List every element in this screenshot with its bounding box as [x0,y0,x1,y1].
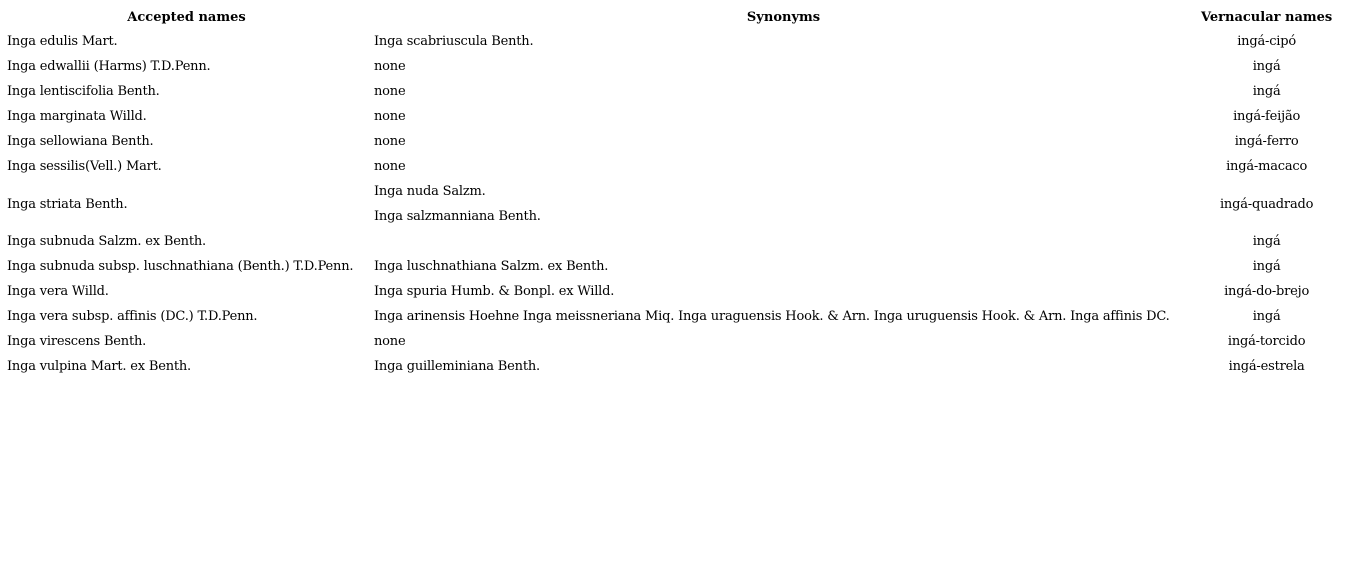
synonym: none [374,159,406,174]
synonyms-cell [370,329,1197,354]
synonym: Inga nuda Salzm. [374,184,486,199]
table-row [3,129,1336,154]
synonyms-cell [370,54,1197,79]
synonyms-cell [370,154,1197,179]
synonyms-cell [370,354,1197,379]
vernacular-name-cell: ingá [1252,234,1281,249]
synonyms-cell [370,29,1197,54]
header-row [3,5,1336,29]
header-vernacular-names: Vernacular names [1201,9,1333,25]
accepted-name-cell: Inga subnuda subsp. luschnathiana (Benth.) T.D.Penn. [7,259,354,274]
synonym: Inga salzmanniana Benth. [374,209,541,224]
synonyms-cell [370,229,1197,254]
accepted-name-cell: Inga sellowiana Benth. [7,134,154,149]
vernacular-name-cell: ingá [1252,259,1281,274]
synonyms-cell [370,279,1197,304]
species-names-table [3,5,1336,379]
table-row [3,54,1336,79]
synonym: none [374,134,406,149]
synonyms-cell [370,104,1197,129]
vernacular-name-cell: ingá-feijão [1233,109,1301,124]
vernacular-name-cell: ingá [1252,59,1281,74]
vernacular-name-cell: ingá-quadrado [1219,196,1314,212]
table-row [3,329,1336,354]
accepted-name-cell: Inga edulis Mart. [7,34,118,49]
table-row [3,79,1336,104]
vernacular-name-cell: ingá-cipó [1237,34,1296,49]
table-row [3,29,1336,54]
synonym: Inga arinensis Hoehne Inga meissneriana Miq. Inga uraguensis Hook. & Arn. Inga uruguensis Hook. & Arn. Inga affinis DC. [374,309,1170,324]
accepted-name-cell: Inga vera Willd. [7,284,109,299]
accepted-name-cell: Inga edwallii (Harms) T.D.Penn. [7,59,211,74]
table-row [3,179,1336,229]
accepted-name-cell: Inga striata Benth. [7,196,128,212]
synonym: Inga luschnathiana Salzm. ex Benth. [374,259,609,274]
synonym: none [374,59,406,74]
synonyms-cell [370,129,1197,154]
accepted-name-cell: Inga marginata Willd. [7,109,147,124]
accepted-name-cell: Inga vulpina Mart. ex Benth. [7,359,191,374]
vernacular-name-cell: ingá-do-brejo [1224,284,1310,299]
synonym: none [374,109,406,124]
accepted-name-cell: Inga lentiscifolia Benth. [7,84,160,99]
table-row [3,254,1336,279]
table-row [3,304,1336,329]
vernacular-name-cell: ingá [1252,309,1281,324]
accepted-name-cell: Inga vera subsp. affinis (DC.) T.D.Penn. [7,309,258,324]
synonyms-cell [370,179,1197,229]
vernacular-name-cell: ingá-macaco [1226,159,1308,174]
header-synonyms: Synonyms [746,9,821,25]
vernacular-name-cell: ingá [1252,84,1281,99]
synonyms-cell [370,304,1197,329]
synonym: Inga spuria Humb. & Bonpl. ex Willd. [374,284,615,299]
table-row [3,104,1336,129]
accepted-name-cell: Inga sessilis(Vell.) Mart. [7,159,162,174]
table-row [3,279,1336,304]
table-row [3,154,1336,179]
accepted-name-cell: Inga subnuda Salzm. ex Benth. [7,234,206,249]
table-row [3,229,1336,254]
synonym: Inga scabriuscula Benth. [374,34,534,49]
accepted-name-cell: Inga virescens Benth. [7,334,147,349]
table-row [3,354,1336,379]
synonym: Inga guilleminiana Benth. [374,359,540,374]
synonym: none [374,84,406,99]
header-accepted-names: Accepted names [127,9,246,25]
synonym [374,229,1193,254]
vernacular-name-cell: ingá-ferro [1234,134,1299,149]
synonym: none [374,334,406,349]
synonyms-cell [370,254,1197,279]
vernacular-name-cell: ingá-torcido [1227,334,1306,349]
synonyms-cell [370,79,1197,104]
vernacular-name-cell: ingá-estrela [1228,359,1305,374]
